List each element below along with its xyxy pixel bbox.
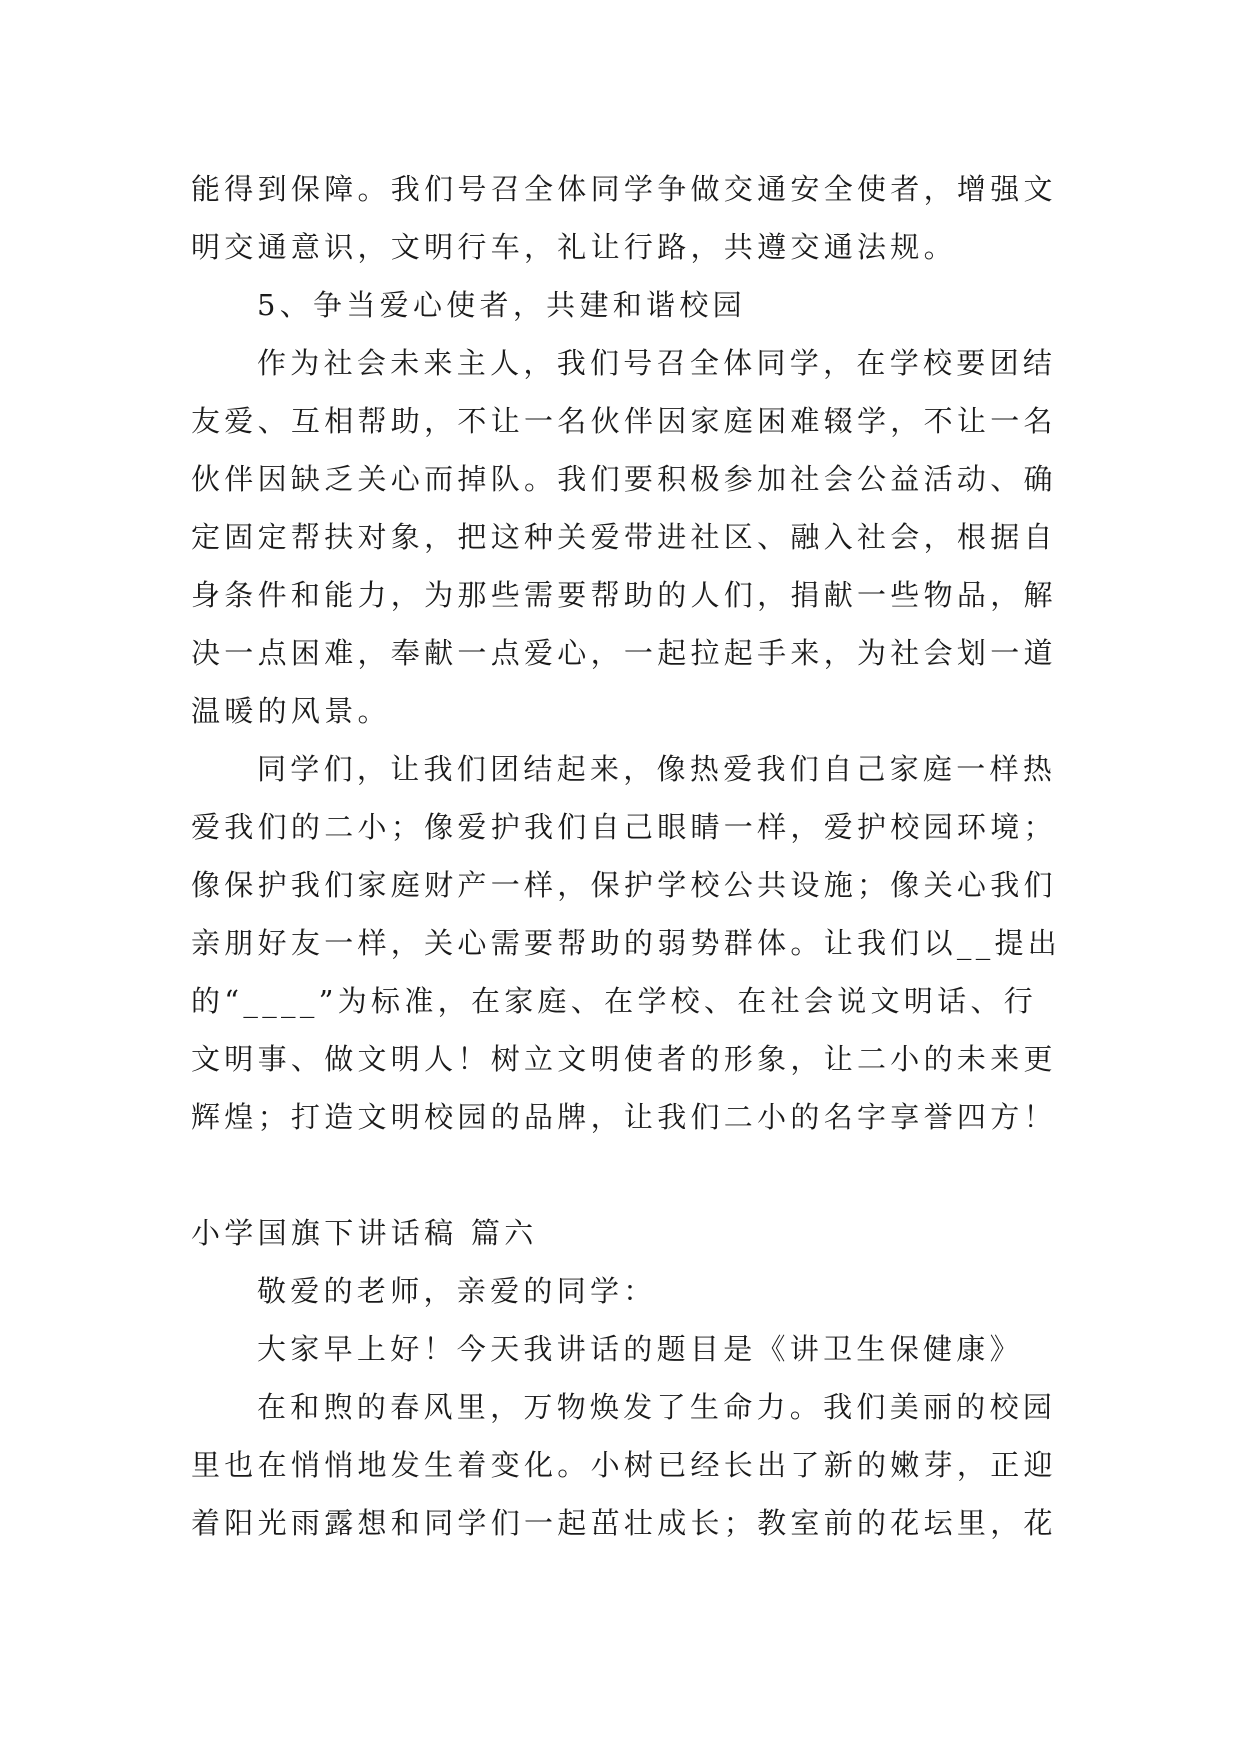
text-line: 能得到保障。我们号召全体同学争做交通安全使者，增强文 bbox=[191, 172, 1057, 206]
text-line: 文明事、做文明人！树立文明使者的形象，让二小的未来更 bbox=[191, 1042, 1057, 1076]
paragraph-spring bbox=[191, 1378, 1061, 1552]
paragraph-traffic-safety bbox=[191, 160, 1061, 276]
paragraph-love-messenger bbox=[191, 334, 1061, 740]
text-line: 爱我们的二小；像爱护我们自己眼睛一样，爱护校园环境； bbox=[191, 810, 1057, 844]
text-line: 里也在悄悄地发生着变化。小树已经长出了新的嫩芽，正迎 bbox=[191, 1448, 1057, 1482]
document-page bbox=[191, 160, 1061, 1552]
text-line: 辉煌；打造文明校园的品牌，让我们二小的名字享誉四方！ bbox=[191, 1100, 1057, 1134]
text-line: 身条件和能力，为那些需要帮助的人们，捐献一些物品，解 bbox=[191, 578, 1057, 612]
blank-line bbox=[191, 1146, 1061, 1204]
text-line: 同学们，让我们团结起来，像热爱我们自己家庭一样热 bbox=[257, 752, 1057, 786]
text-line: 伙伴因缺乏关心而掉队。我们要积极参加社会公益活动、确 bbox=[191, 462, 1057, 496]
text-line: 友爱、互相帮助，不让一名伙伴因家庭困难辍学，不让一名 bbox=[191, 404, 1057, 438]
text-line: 的“____”为标准，在家庭、在学校、在社会说文明话、行 bbox=[191, 984, 1038, 1018]
text-line: 明交通意识，文明行车，礼让行路，共遵交通法规。 bbox=[191, 230, 957, 264]
text-line: 像保护我们家庭财产一样，保护学校公共设施；像关心我们 bbox=[191, 868, 1057, 902]
text-line: 温暖的风景。 bbox=[191, 694, 391, 728]
text-line: 作为社会未来主人，我们号召全体同学，在学校要团结 bbox=[257, 346, 1057, 380]
section-title: 小学国旗下讲话稿 篇六 bbox=[191, 1216, 538, 1250]
text-line: 亲朋好友一样，关心需要帮助的弱势群体。让我们以__提出 bbox=[191, 926, 1061, 960]
speech-intro: 大家早上好！今天我讲话的题目是《讲卫生保健康》 bbox=[257, 1332, 1023, 1366]
text-line: 着阳光雨露想和同学们一起茁壮成长；教室前的花坛里，花 bbox=[191, 1506, 1057, 1540]
greeting: 敬爱的老师，亲爱的同学： bbox=[257, 1274, 657, 1308]
text-line: 决一点困难，奉献一点爱心，一起拉起手来，为社会划一道 bbox=[191, 636, 1057, 670]
section-heading-5: 5、争当爱心使者，共建和谐校园 bbox=[257, 288, 746, 322]
text-line: 定固定帮扶对象，把这种关爱带进社区、融入社会，根据自 bbox=[191, 520, 1057, 554]
text-line: 在和煦的春风里，万物焕发了生命力。我们美丽的校园 bbox=[257, 1390, 1057, 1424]
paragraph-closing-call bbox=[191, 740, 1061, 1146]
